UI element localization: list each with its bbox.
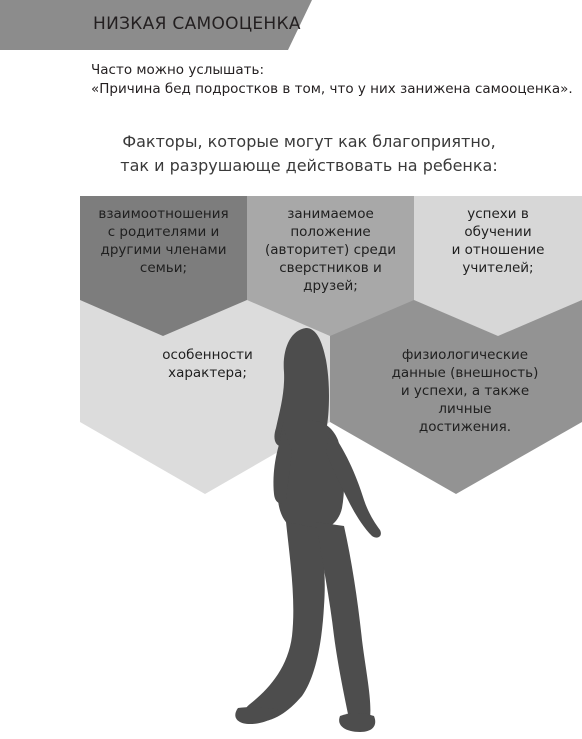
factors-heading-line-2: так и разрушающе действовать на ребенка: (120, 156, 498, 175)
factor-school-line: обучении (464, 224, 532, 240)
factor-character (150, 346, 265, 382)
factor-parents-line: с родителями и (107, 224, 220, 240)
factor-parents-line: взаимоотношения (98, 206, 229, 222)
factor-character-line: особенности (162, 347, 253, 363)
factor-peers-line: друзей; (303, 278, 358, 294)
factor-school-line: учителей; (462, 260, 534, 276)
factor-character-line: характера; (168, 365, 247, 381)
factor-parents-line: другими членами (100, 242, 227, 258)
factor-physical-line: данные (внешность) (391, 365, 539, 381)
factor-peers-line: положение (290, 224, 371, 240)
page-title: НИЗКАЯ САМООЦЕНКА (93, 14, 301, 34)
intro-quote: «Причина бед подростков в том, что у них занижена самооценка». (91, 81, 573, 97)
factor-peers-line: занимаемое (287, 206, 374, 222)
intro-line-1: Часто можно услышать: (91, 62, 265, 78)
factor-parents (80, 205, 247, 277)
factor-peers-line: сверстников и (279, 260, 382, 276)
factor-physical-line: достижения. (418, 419, 512, 435)
factor-school-line: и отношение (451, 242, 545, 258)
factor-parents-line: семьи; (139, 260, 188, 276)
factor-physical-line: личные (438, 401, 492, 417)
factor-peers-line: (авторитет) среди (265, 242, 396, 258)
factor-physical-line: и успехи, а также (400, 383, 530, 399)
factors-heading-line-1: Факторы, которые могут как благоприятно, (122, 132, 496, 151)
factor-physical (380, 346, 550, 436)
factor-physical-line: физиологические (401, 347, 529, 363)
factor-school (414, 205, 582, 277)
factor-school-line: успехи в (467, 206, 529, 222)
factor-peers (247, 205, 414, 295)
